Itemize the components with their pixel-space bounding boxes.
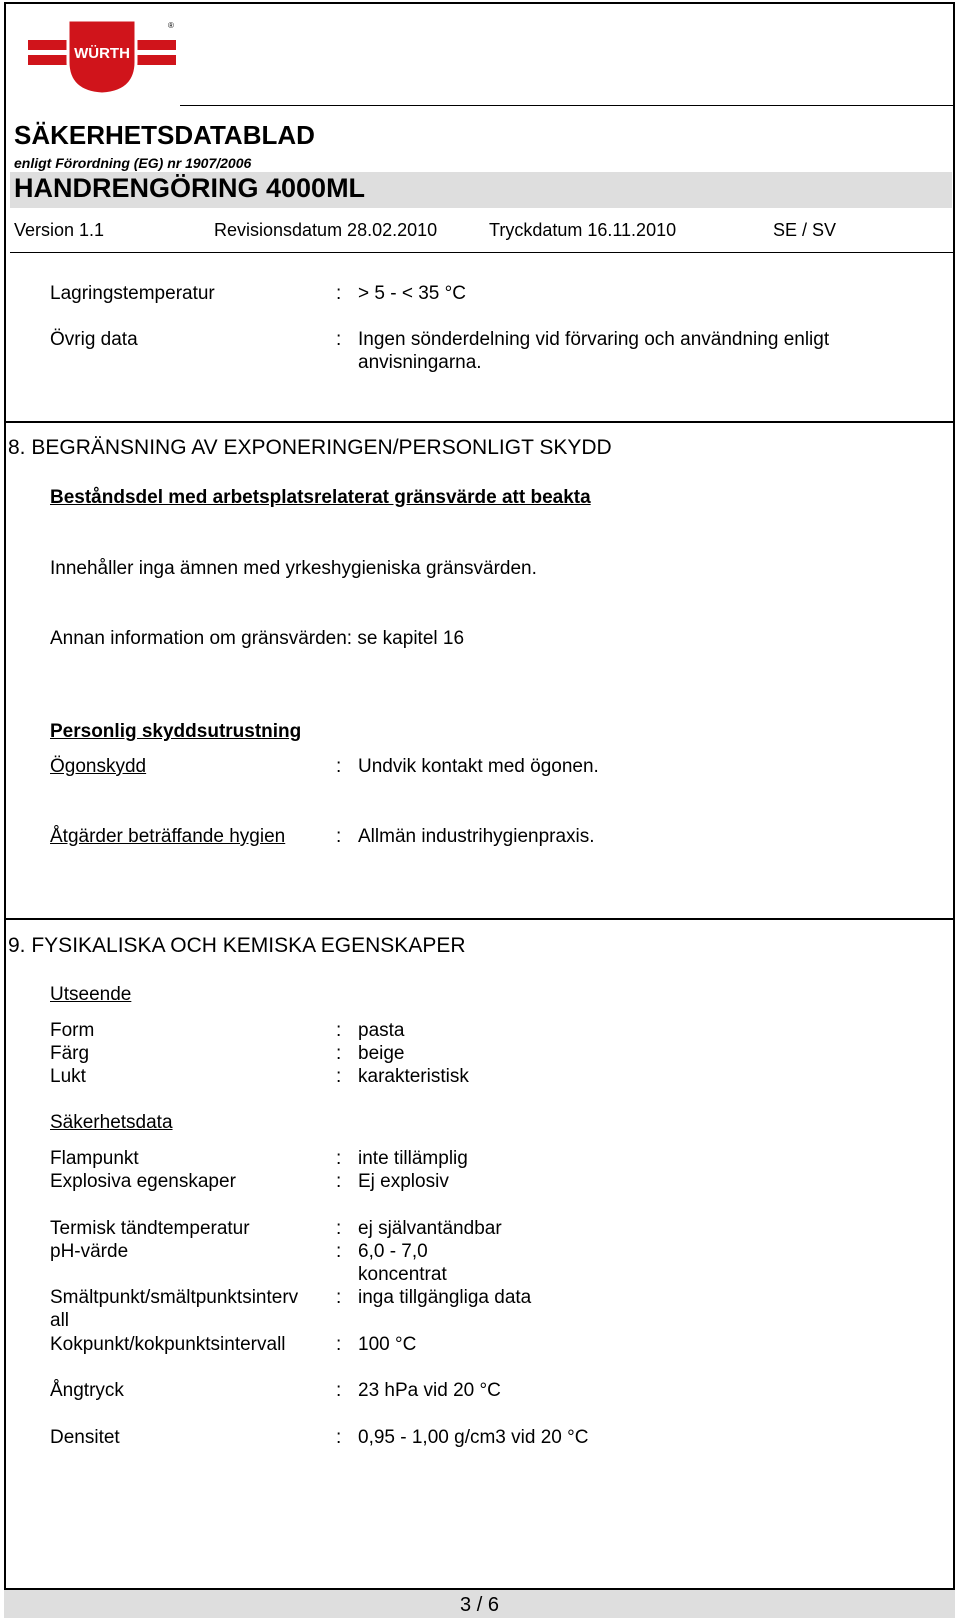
ph-value: 6,0 - 7,0 [358,1241,428,1262]
color-colon: : [336,1043,342,1064]
ignition-temp-colon: : [336,1218,342,1239]
ph-label: pH-värde [50,1241,129,1262]
ph-colon: : [336,1241,342,1262]
page-frame [4,2,955,1618]
density-label: Densitet [50,1427,120,1448]
safety-data-heading: Säkerhetsdata [50,1112,173,1133]
storage-temp-label: Lagringstemperatur [50,283,215,304]
vapor-pressure-colon: : [336,1380,342,1401]
other-data-label: Övrig data [50,329,138,350]
storage-temp-value: > 5 - < 35 °C [358,283,466,304]
section8-text2: Annan information om gränsvärden: se kapitel 16 [50,628,465,649]
product-name: HANDRENGÖRING 4000ML [14,173,366,203]
wurth-logo [28,18,176,98]
version: Version 1.1 [14,220,105,240]
form-value: pasta [358,1020,405,1041]
appearance-heading: Utseende [50,984,132,1005]
section9-rule [4,918,955,920]
density-value: 0,95 - 1,00 g/cm3 vid 20 °C [358,1427,589,1448]
eye-protection-value: Undvik kontakt med ögonen. [358,756,599,777]
header-bottom-rule [10,252,955,253]
odor-value: karakteristisk [358,1066,469,1087]
ph-value-cont: koncentrat [358,1264,447,1285]
regulation-reference: enligt Förordning (EG) nr 1907/2006 [14,155,252,171]
svg-text:®: ® [168,21,174,30]
explosive-label: Explosiva egenskaper [50,1171,236,1192]
hygiene-measures-colon: : [336,826,342,847]
hygiene-measures-label: Åtgärder beträffande hygien [50,826,286,847]
flash-point-colon: : [336,1148,342,1169]
section8-text1: Innehåller inga ämnen med yrkeshygieniska gränsvärden. [50,558,537,579]
explosive-colon: : [336,1171,342,1192]
locale: SE / SV [773,220,837,240]
boiling-point-value: 100 °C [358,1334,417,1355]
eye-protection-colon: : [336,756,342,777]
density-colon: : [336,1427,342,1448]
header-top-rule [180,105,955,106]
storage-temp-colon: : [336,283,342,304]
explosive-value: Ej explosiv [358,1171,449,1192]
odor-label: Lukt [50,1066,86,1087]
document-title: SÄKERHETSDATABLAD [14,120,315,150]
odor-colon: : [336,1066,342,1087]
revision-date: Revisionsdatum 28.02.2010 [214,220,438,240]
boiling-point-label: Kokpunkt/kokpunktsintervall [50,1334,286,1355]
color-label: Färg [50,1043,90,1064]
vapor-pressure-label: Ångtryck [50,1380,124,1401]
print-date: Tryckdatum 16.11.2010 [489,220,677,240]
boiling-point-colon: : [336,1334,342,1355]
other-data-value: Ingen sönderdelning vid förvaring och användning enligt [358,329,830,350]
svg-text:WÜRTH: WÜRTH [74,45,130,62]
section8-rule [4,421,955,423]
section8-title: 8. BEGRÄNSNING AV EXPONERINGEN/PERSONLIGT SKYDD [8,436,612,459]
melting-point-value: inga tillgängliga data [358,1287,532,1308]
vapor-pressure-value: 23 hPa vid 20 °C [358,1380,501,1401]
melting-point-colon: : [336,1287,342,1308]
ppe-heading: Personlig skyddsutrustning [50,721,302,742]
footer-bar [4,1588,955,1618]
section8-subheading: Beståndsdel med arbetsplatsrelaterat gränsvärde att beakta [50,487,591,508]
form-colon: : [336,1020,342,1041]
other-data-colon: : [336,329,342,350]
flash-point-label: Flampunkt [50,1148,139,1169]
page-number: 3 / 6 [460,1594,499,1616]
other-data-value-cont: anvisningarna. [358,352,482,373]
hygiene-measures-value: Allmän industrihygienpraxis. [358,826,595,847]
color-value: beige [358,1043,405,1064]
form-label: Form [50,1020,95,1041]
ignition-temp-value: ej självantändbar [358,1218,502,1239]
ignition-temp-label: Termisk tändtemperatur [50,1218,250,1239]
eye-protection-label: Ögonskydd [50,756,147,777]
melting-point-label-cont: all [50,1310,70,1331]
melting-point-label: Smältpunkt/smältpunktsinterv [50,1287,299,1308]
section9-title: 9. FYSIKALISKA OCH KEMISKA EGENSKAPER [8,934,466,957]
flash-point-value: inte tillämplig [358,1148,468,1169]
